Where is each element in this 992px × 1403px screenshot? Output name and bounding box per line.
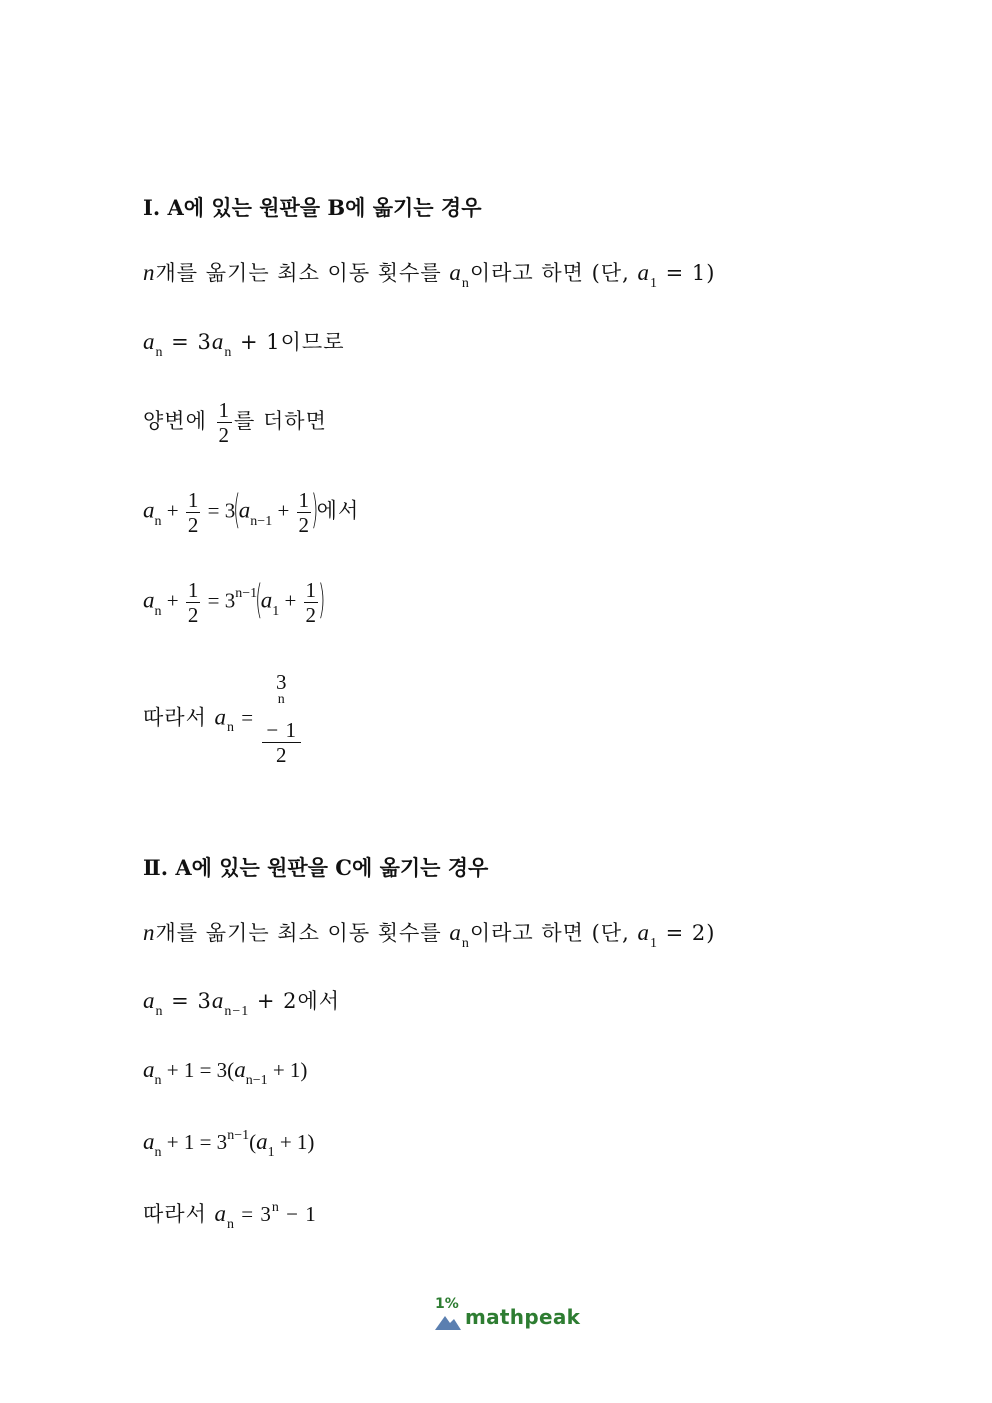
left-paren: ( [255,576,263,623]
half-fraction: $\frac{1}{2}$ [298,488,310,538]
section2-line5: 따라서 $a_n = 3^n - 1$ [143,1200,317,1233]
section1-line2: $a_n = 3a_n + 1$이므로 [143,329,345,361]
var-n: n [143,260,156,285]
half-fraction: $\frac{1}{2}$ [187,578,199,628]
section1-line3: 양변에 $\frac{1}{2}$ 를 더하면 [143,398,327,448]
half-fraction: $\frac{1}{2}$ [218,398,231,448]
result-fraction: 3 $^n$ − 1 2 [262,670,301,768]
logo-brand: mathpeak [465,1305,581,1329]
section2-heading: Ⅱ. A에 있는 원판을 C에 옮기는 경우 [143,855,489,880]
mountain-icon [433,1312,463,1332]
right-paren: ) [318,576,326,623]
section1-line6: 따라서 $a_n$ = 3 $^n$ − 1 2 [143,670,303,768]
half-fraction: $\frac{1}{2}$ [187,488,199,538]
half-fraction: $\frac{1}{2}$ [305,578,317,628]
section2-line3: $a_n + 1 = 3(a_{n-1} + 1)$ [143,1057,308,1089]
right-paren: ) [311,486,319,533]
section1-line4: $a_n$ + $\frac{1}{2}$ = $3(a_{n-1}$ + $\frac{1}{2}$ )에서 [143,486,360,538]
section2-line4: $a_n + 1 = 3^{n-1}(a_1 + 1)$ [143,1128,315,1161]
section2-line1: n개를 옮기는 최소 이동 횟수를 $a_n$이라고 하면 (단, $a_1 = 2$) [143,920,716,952]
left-paren: ( [233,486,241,533]
logo-percent: 1% [435,1296,459,1312]
section1-heading: Ⅰ. A에 있는 원판을 B에 옮기는 경우 [143,195,482,220]
section1-line1: n개를 옮기는 최소 이동 횟수를 $a_n$이라고 하면 (단, $a_1 = 1$) [143,260,716,292]
section2-line2: $a_n = 3a_{n-1} + 2$에서 [143,988,341,1020]
section1-line5: $a_n$ + $\frac{1}{2}$ = $3^{n-1}(a_1$ + $\frac{1}{2}$ ) [143,576,326,628]
mathpeak-logo [433,1296,581,1336]
